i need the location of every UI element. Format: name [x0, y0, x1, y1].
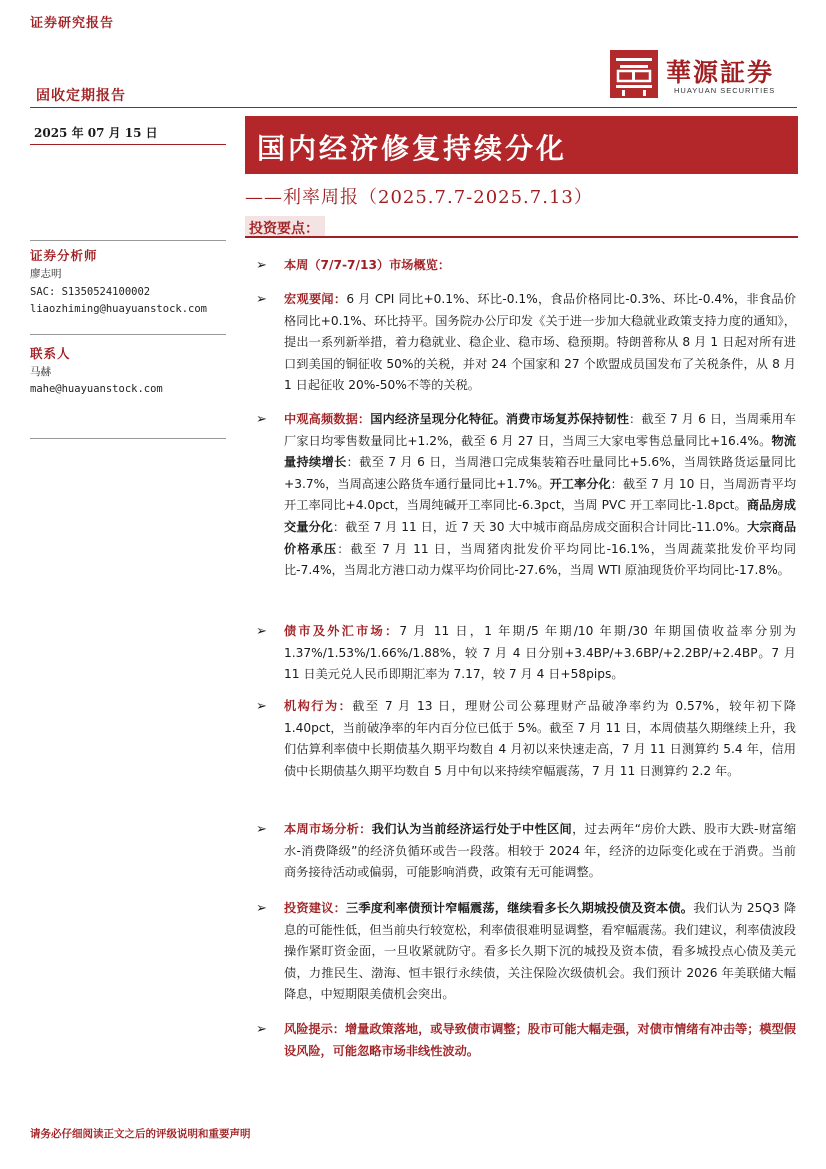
bullet-arrow-icon: ➢ — [256, 699, 267, 714]
footer-disclaimer: 请务必仔细阅读正文之后的评级说明和重要声明 — [30, 1128, 251, 1140]
bullet-arrow-icon: ➢ — [256, 258, 267, 273]
contact-heading: 联系人 — [30, 346, 71, 361]
list-item — [284, 289, 796, 397]
contact-email[interactable]: mahe@huayuanstock.com — [30, 383, 163, 395]
list-item — [284, 819, 796, 884]
section-header — [245, 216, 798, 238]
logo-name-cn: 華源証券 — [666, 58, 775, 87]
bullet-keyword: 本周（7/7-7/13）市场概览： — [284, 258, 451, 272]
analyst-name: 廖志明 — [30, 268, 62, 280]
list-item — [284, 898, 796, 1006]
title-banner — [245, 116, 798, 174]
report-type: 固收定期报告 — [36, 88, 126, 104]
bullet-bold: 国内经济呈现分化特征。消费市场复苏保持韧性 — [370, 412, 630, 426]
sidebar-divider-bottom — [30, 438, 226, 439]
report-date: 2025 年 07 月 15 日 — [34, 126, 158, 140]
bullet-text: 7 月 11 日，1 年期/5 年期/10 年期/30 年期国债收益率分别为 1.37%/1.53%/1.66%/1.88%，较 7 月 4 日分别+3.4BP/+3.6BP/+2.2BP/+2.4BP。7 月 11 日美元兑人民币即期汇率为 7.17，较 7 月 4 日+58pips。 — [284, 624, 796, 682]
bullet-text: ：截至 7 月 10 日，当周沥青平均开工率同比+4.0pct，当周纯碱开工率同比-6.3pct，当周 PVC 开工率同比-1.8pct。 — [284, 476, 797, 513]
report-category: 证券研究报告 — [30, 16, 115, 31]
bullet-keyword: 投资建议： — [284, 901, 346, 915]
sidebar-divider-mid — [30, 334, 226, 335]
bullet-arrow-icon: ➢ — [256, 412, 267, 427]
contact-name: 马赫 — [30, 366, 51, 378]
bullet-text: ：截至 7 月 11 日，近 7 天 30 大中城市商品房成交面积合计同比-11.0%。 — [332, 519, 748, 534]
bullet-bold: 物流量持续增长 — [284, 433, 796, 470]
bullet-keyword: 债市及外汇市场： — [284, 624, 400, 638]
bullet-arrow-icon: ➢ — [256, 1022, 267, 1037]
logo-name-en: HUAYUAN SECURITIES — [674, 86, 776, 95]
list-item — [284, 621, 796, 686]
bullet-text: ，过去两年“房价大跌、股市大跌-财富缩水-消费降级”的经济负循环或告一段落。相较于 2024 年，经济的边际变化或在于消费。当前商务接待活动或偏弱，可能影响消费，政策有无可能调整。 — [284, 822, 797, 880]
bullet-bold: 我们认为当前经济运行处于中性区间 — [371, 822, 573, 836]
sidebar-divider-top — [30, 240, 226, 241]
bullet-text: 我们认为 25Q3 降息的可能性低，但当前央行较宽松，利率债很难明显调整，看窄幅震荡。我们建议，利率债波段操作紧盯资金面，一旦收紧就防守。看多长久期下沉的城投及资本债，看多城投点心债及美元债，力推民生、渤海、恒丰银行永续债，关注保险次级债机会。我们预计 2026 年美联储大幅降息，中短期限美债机会突出。 — [284, 901, 797, 1002]
bullet-text: 截至 7 月 13 日，理财公司公募理财产品破净率约为 0.57%，较年初下降 1.40pct，当前破净率的年内百分位已低于 5%。截至 7 月 11 日，本周债基久期继续上升，我们估算利率债中长期债基久期平均数自 4 月初以来快速走高，7 月 11 日测算约 5.4 年，信用债中长期债基久期平均数自 5 月中旬以来持续窄幅震荡，7 月 11 日测算约 2.2 年。 — [284, 699, 796, 778]
bullet-arrow-icon: ➢ — [256, 901, 267, 916]
bullet-keyword: 宏观要闻： — [284, 292, 347, 306]
date-divider — [30, 144, 226, 145]
header-divider — [30, 107, 797, 108]
list-item — [284, 255, 796, 277]
bullet-text: ：截至 7 月 6 日，当周港口完成集装箱吞吐量同比+5.6%，当周铁路货运量同比+3.7%，当周高速公路货车通行量同比+1.7%。 — [284, 455, 796, 491]
analyst-email[interactable]: liaozhiming@huayuanstock.com — [30, 303, 208, 315]
bullet-keyword: 机构行为： — [284, 699, 353, 713]
bullet-arrow-icon: ➢ — [256, 292, 267, 307]
list-item — [284, 409, 796, 582]
bullet-arrow-icon: ➢ — [256, 624, 267, 639]
bullet-bold: 开工率分化 — [549, 476, 611, 491]
bullet-text: 6 月 CPI 同比+0.1%、环比-0.1%，食品价格同比-0.3%、环比-0.4%，非食品价格同比+0.1%、环比持平。国务院办公厅印发《关于进一步加大稳就业政策支持力度的通知》，提出一系列新举措，着力稳就业、稳企业、稳市场、稳预期。特朗普称从 8 月 1 日起对所有进口到美国的铜征收 50%的关税，并对 24 个国家和 27 个欧盟成员国发布了关税条件，从 8 月 1 日起征收 20%-50%不等的关税。 — [284, 292, 797, 393]
list-item — [284, 696, 796, 782]
list-item — [284, 1019, 796, 1062]
risk-warning: 风险提示：增量政策落地，或导致债市调整；股市可能大幅走强，对债市情绪有冲击等；模型假设风险，可能忽略市场非线性波动。 — [284, 1022, 796, 1058]
logo-mark-icon — [610, 50, 658, 98]
bullet-bold: 大宗商品价格承压 — [284, 519, 797, 556]
bullet-text: ：截至 7 月 11 日，当周猪肉批发价平均同比-16.1%，当周蔬菜批发价平均同比-7.4%，当周北方港口动力煤平均价同比-27.6%，当周 WTI 原油现货价平均同比-17.8%。 — [284, 541, 797, 578]
bullet-keyword: 本周市场分析： — [284, 822, 372, 836]
page-subtitle: ——利率周报（2025.7.7-2025.7.13） — [245, 187, 593, 208]
bullet-bold: 商品房成交量分化 — [284, 498, 796, 534]
section-label: 投资要点： — [249, 221, 319, 237]
analyst-heading: 证券分析师 — [30, 248, 98, 263]
bullet-text: ：截至 7 月 6 日，当周乘用车厂家日均零售数量同比+1.2%，截至 6 月 27 日，当周三大家电零售总量同比+16.4%。 — [284, 412, 797, 448]
analyst-sac: SAC: S1350524100002 — [30, 286, 151, 298]
bullet-arrow-icon: ➢ — [256, 822, 267, 837]
bullet-bold: 三季度利率债预计窄幅震荡，继续看多长久期城投债及资本债。 — [346, 901, 694, 915]
page-title: 国内经济修复持续分化 — [257, 132, 568, 165]
company-logo — [610, 50, 790, 100]
section-underline — [245, 236, 798, 238]
bullet-keyword: 中观高频数据： — [284, 412, 371, 426]
